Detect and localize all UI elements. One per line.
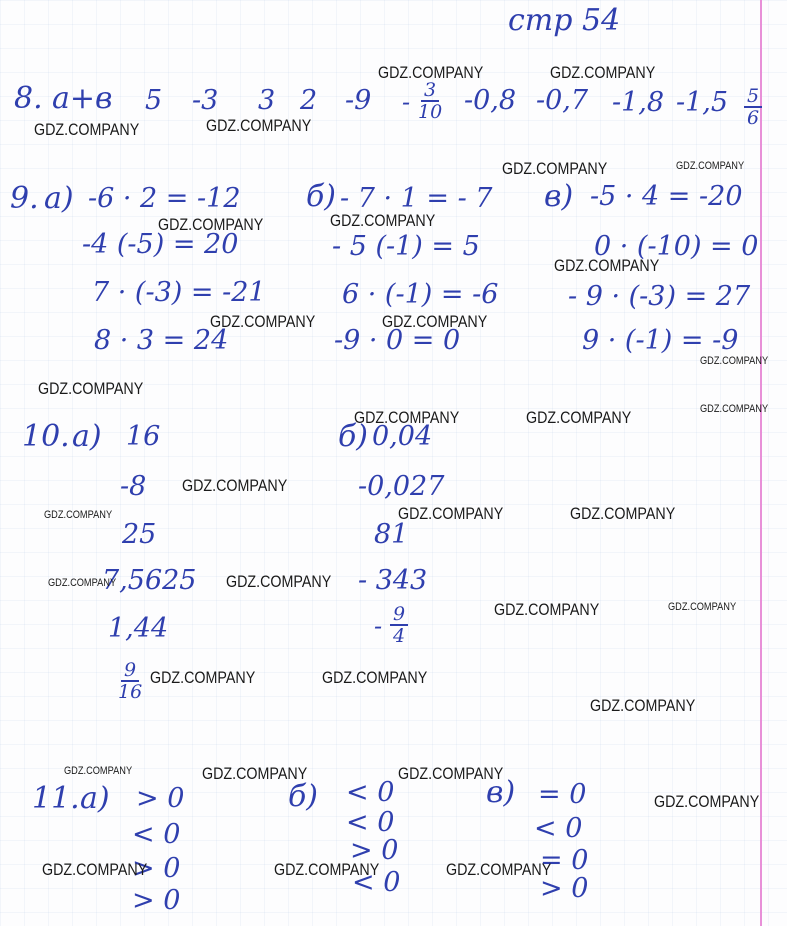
watermark: GDZ.COMPANY	[570, 504, 676, 523]
task9-b-line: -9 · 0 = 0	[334, 325, 461, 356]
task9-b-line: 6 · (-1) = -6	[342, 279, 499, 310]
watermark: GDZ.COMPANY	[182, 476, 288, 495]
task8-value: 2	[300, 85, 318, 116]
task10-b-line: 81	[374, 519, 409, 550]
task10-a-line: 7,5625	[102, 565, 197, 596]
task11-b-label: б)	[288, 779, 319, 814]
task11-c-label: в)	[486, 775, 516, 810]
task11-c-line: < 0	[534, 813, 583, 844]
watermark: GDZ.COMPANY	[700, 403, 769, 415]
task9-b-line: - 7 · 1 = - 7	[340, 183, 493, 214]
watermark: GDZ.COMPANY	[554, 256, 660, 275]
task10-a-fraction	[118, 660, 142, 702]
task8-number: 8.	[14, 81, 43, 116]
task11-a-line: < 0	[132, 819, 181, 850]
task8-value: -0,8	[464, 85, 517, 116]
task10-number: 10.	[22, 419, 70, 454]
task11-a-line: > 0	[136, 783, 185, 814]
task10-a-line: 25	[122, 519, 157, 550]
watermark: GDZ.COMPANY	[330, 211, 436, 230]
watermark: GDZ.COMPANY	[38, 379, 144, 398]
task11-b-line: > 0	[350, 835, 399, 866]
fraction-numerator: 3	[421, 80, 439, 102]
task8-value: -1,5	[676, 87, 729, 118]
task10-b-line: 0,04	[372, 421, 433, 452]
task8-value: -3	[192, 85, 219, 116]
task8-label: а+в	[52, 81, 113, 116]
watermark: GDZ.COMPANY	[382, 312, 488, 331]
watermark: GDZ.COMPANY	[700, 355, 769, 367]
task9-a-line: 7 · (-3) = -21	[92, 277, 266, 308]
task10-a-line: 1,44	[108, 613, 169, 644]
task9-c-line: -5 · 4 = -20	[590, 181, 743, 212]
watermark: GDZ.COMPANY	[64, 765, 133, 777]
watermark: GDZ.COMPANY	[44, 509, 113, 521]
page-label: стр 54	[508, 3, 621, 38]
task9-c-line: 9 · (-1) = -9	[582, 325, 739, 356]
task10-b-label: б)	[338, 419, 369, 454]
task9-c-label: в)	[544, 179, 574, 214]
watermark: GDZ.COMPANY	[48, 577, 117, 589]
task10-a-line: 16	[126, 421, 161, 452]
watermark: GDZ.COMPANY	[526, 408, 632, 427]
task9-b-label: б)	[306, 179, 337, 214]
task11-b-line: < 0	[346, 777, 395, 808]
margin-line	[760, 0, 762, 926]
task11-a-label: а)	[80, 781, 110, 816]
fraction-sign: -	[402, 88, 411, 116]
fraction-numerator: 9	[390, 604, 408, 626]
watermark: GDZ.COMPANY	[354, 408, 460, 427]
watermark: GDZ.COMPANY	[398, 504, 504, 523]
watermark: GDZ.COMPANY	[42, 860, 148, 879]
task8-fraction	[744, 86, 762, 128]
watermark: GDZ.COMPANY	[668, 601, 737, 613]
fraction-numerator: 9	[121, 660, 139, 682]
watermark: GDZ.COMPANY	[550, 63, 656, 82]
fraction-denominator: 4	[393, 625, 406, 647]
task8-value: 5	[145, 85, 163, 116]
task11-number: 11.	[32, 781, 80, 816]
task11-b-line: < 0	[346, 807, 395, 838]
task9-b-line: - 5 (-1) = 5	[332, 231, 480, 262]
task9-number: 9.	[10, 181, 39, 216]
task11-a-line: > 0	[132, 853, 181, 884]
watermark: GDZ.COMPANY	[590, 696, 696, 715]
watermark: GDZ.COMPANY	[274, 860, 380, 879]
task10-b-line: -0,027	[358, 471, 445, 502]
watermark: GDZ.COMPANY	[676, 160, 745, 172]
task8-value: -9	[345, 85, 372, 116]
fraction-denominator: 6	[747, 107, 760, 129]
task10-a-line: -8	[120, 471, 147, 502]
watermark: GDZ.COMPANY	[210, 312, 316, 331]
watermark: GDZ.COMPANY	[654, 792, 760, 811]
task11-c-line: > 0	[540, 873, 589, 904]
task11-a-line: > 0	[132, 885, 181, 916]
watermark: GDZ.COMPANY	[502, 159, 608, 178]
task9-a-label: а)	[44, 181, 74, 216]
task8-value: -0,7	[536, 85, 589, 116]
task11-c-line: = 0	[538, 779, 587, 810]
task11-c-line: = 0	[540, 845, 589, 876]
fraction-denominator: 10	[418, 101, 443, 123]
watermark: GDZ.COMPANY	[202, 764, 308, 783]
fraction-denominator: 16	[118, 681, 143, 703]
task9-c-line: 0 · (-10) = 0	[594, 231, 759, 262]
task8-value: -1,8	[612, 87, 665, 118]
watermark: GDZ.COMPANY	[206, 116, 312, 135]
watermark: GDZ.COMPANY	[378, 63, 484, 82]
task9-a-line: 8 · 3 = 24	[94, 325, 229, 356]
fraction-numerator: 5	[744, 86, 762, 108]
watermark: GDZ.COMPANY	[158, 215, 264, 234]
task9-a-line: -6 · 2 = -12	[88, 183, 241, 214]
fraction-sign: -	[374, 612, 383, 640]
task8-value: 3	[258, 85, 276, 116]
task10-a-label: а)	[72, 419, 102, 454]
watermark: GDZ.COMPANY	[446, 860, 552, 879]
watermark: GDZ.COMPANY	[150, 668, 256, 687]
watermark: GDZ.COMPANY	[34, 120, 140, 139]
task11-b-line: < 0	[352, 867, 401, 898]
watermark: GDZ.COMPANY	[398, 764, 504, 783]
task10-b-line: - 343	[358, 565, 428, 596]
watermark: GDZ.COMPANY	[322, 668, 428, 687]
watermark: GDZ.COMPANY	[494, 600, 600, 619]
task10-b-fraction	[374, 603, 408, 647]
watermark: GDZ.COMPANY	[226, 572, 332, 591]
task9-a-line: -4 (-5) = 20	[82, 229, 239, 260]
task8-fraction	[402, 79, 443, 123]
task9-c-line: - 9 · (-3) = 27	[568, 281, 751, 312]
